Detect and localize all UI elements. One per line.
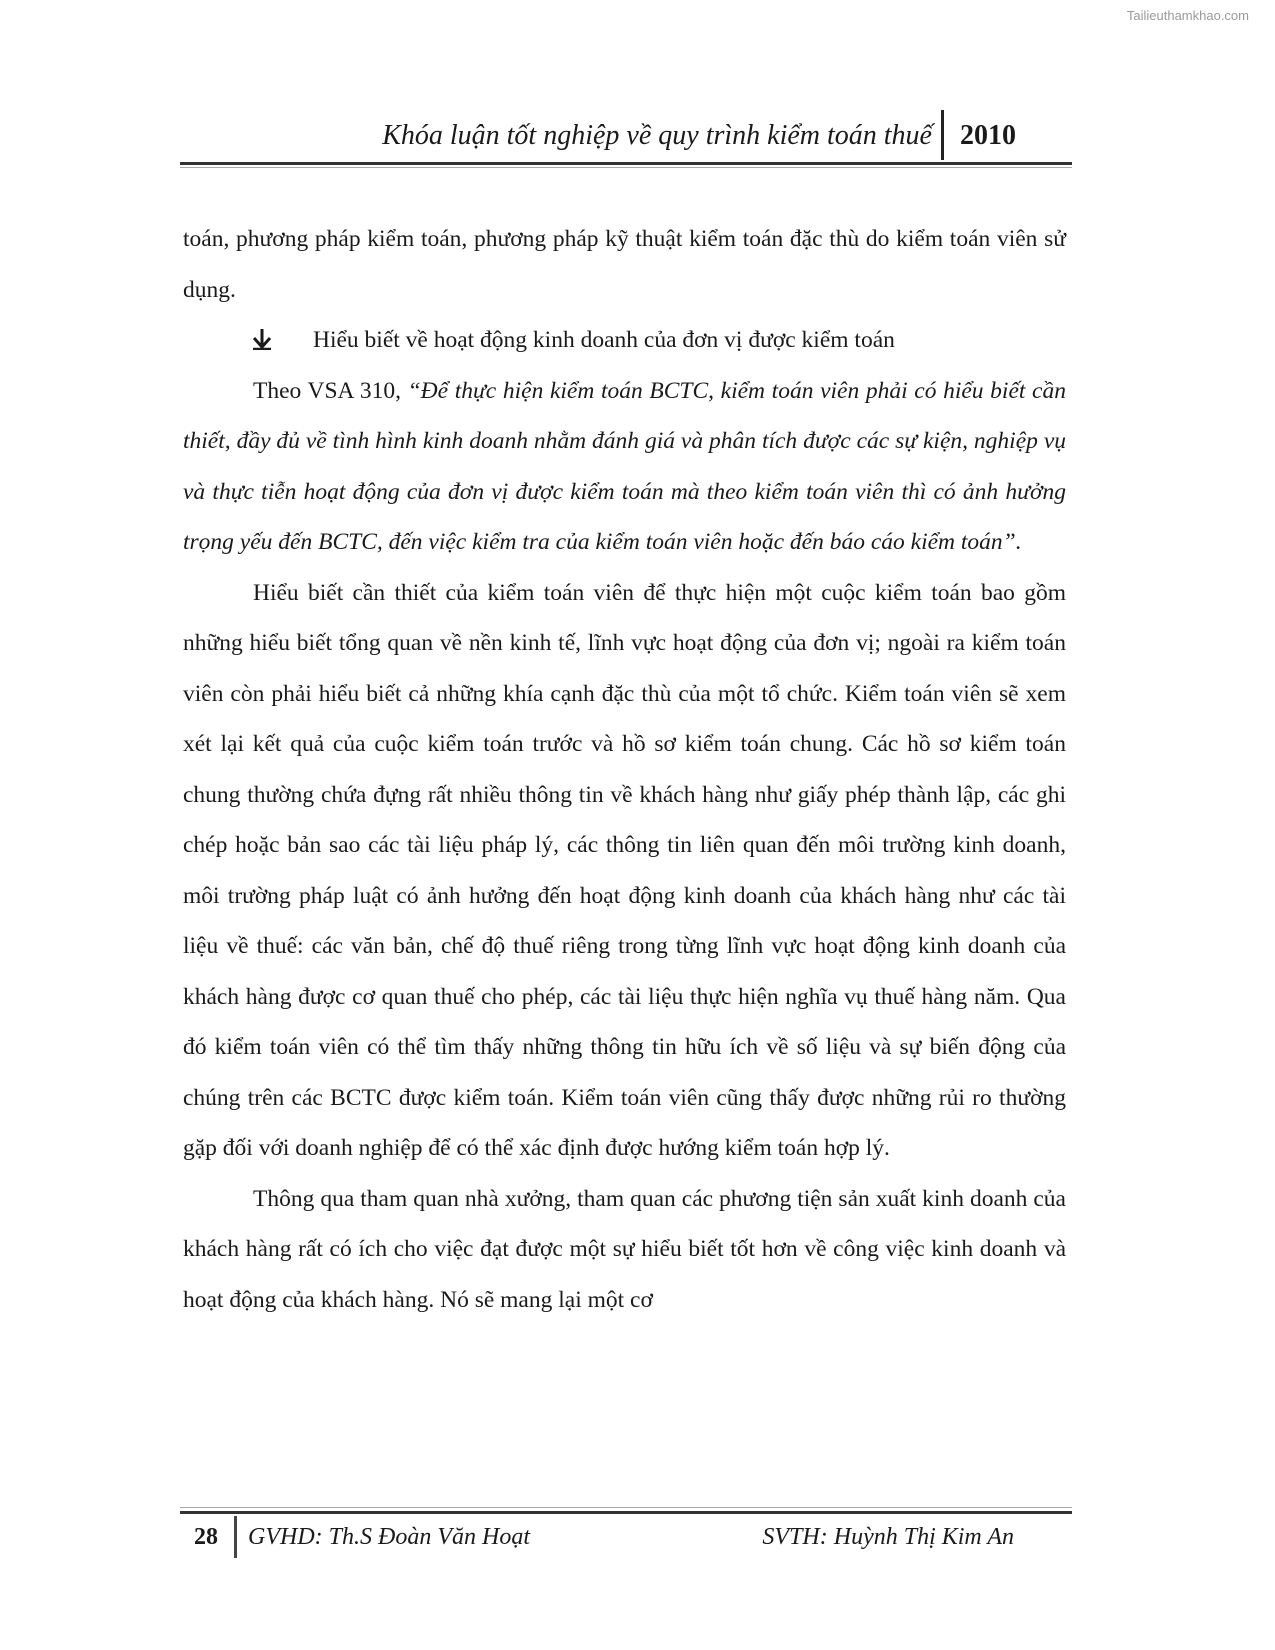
- vsa-prefix: Theo VSA 310,: [253, 377, 408, 404]
- footer-rule: [180, 1511, 1072, 1514]
- bullet-heading: [183, 315, 1066, 366]
- header-year: 2010: [960, 120, 1016, 151]
- footer-divider: [234, 1516, 237, 1558]
- vsa-quote: “Để thực hiện kiểm toán BCTC, kiểm toán viên phải có hiểu biết cần thiết, đầy đủ về tình hình kinh doanh nhằm đánh giá và phân tích được các sự kiện, nghiệp vụ và thực tiễn hoạt động của đơn vị được kiểm toán mà theo kiểm toán viên thì có ảnh hưởng trọng yếu đến BCTC, đến việc kiểm tra của kiểm toán viên hoặc đến báo cáo kiểm toán”.: [183, 377, 1066, 555]
- page-number: 28: [194, 1524, 218, 1550]
- footer-rule-thin: [180, 1507, 1072, 1508]
- footer-advisor: GVHD: Th.S Đoàn Văn Hoạt: [248, 1524, 530, 1550]
- footer-student: SVTH: Huỳnh Thị Kim An: [762, 1524, 1014, 1550]
- header-title: Khóa luận tốt nghiệp về quy trình kiểm toán thuế: [382, 120, 932, 151]
- page-header: [180, 118, 1072, 164]
- bullet-heading-text: Hiểu biết về hoạt động kinh doanh của đơn vị được kiểm toán: [313, 327, 895, 353]
- paragraph-understanding: Hiểu biết cần thiết của kiểm toán viên để thực hiện một cuộc kiểm toán bao gồm những hiểu biết tổng quan về nền kinh tế, lĩnh vực hoạt động của đơn vị; ngoài ra kiểm toán viên còn phải hiểu biết cả những khía cạnh đặc thù của một tổ chức. Kiểm toán viên sẽ xem xét lại kết quả của cuộc kiểm toán trước và hồ sơ kiểm toán chung. Các hồ sơ kiểm toán chung thường chứa đựng rất nhiều thông tin về khách hàng như giấy phép thành lập, các ghi chép hoặc bản sao các tài liệu pháp lý, các thông tin liên quan đến môi trường kinh doanh, môi trường pháp luật có ảnh hưởng đến hoạt động kinh doanh của khách hàng như các tài liệu về thuế: các văn bản, chế độ thuế riêng trong từng lĩnh vực hoạt động kinh doanh của khách hàng được cơ quan thuế cho phép, các tài liệu thực hiện nghĩa vụ thuế hàng năm. Qua đó kiểm toán viên có thể tìm thấy những thông tin hữu ích về số liệu và sự biến động của chúng trên các BCTC được kiểm toán. Kiểm toán viên cũng thấy được những rủi ro thường gặp đối với doanh nghiệp để có thể xác định được hướng kiểm toán hợp lý.: [183, 579, 1066, 1161]
- header-rule-thin: [180, 167, 1072, 168]
- paragraph-vsa-310: [183, 366, 1066, 568]
- paragraph-site-visit: Thông qua tham quan nhà xưởng, tham quan các phương tiện sản xuất kinh doanh của khách hàng rất có ích cho việc đạt được một sự hiểu biết tốt hơn về công việc kinh doanh và hoạt động của khách hàng. Nó sẽ mang lại một cơ: [183, 1185, 1066, 1313]
- header-rule: [180, 162, 1072, 165]
- watermark: Tailieuthamkhao.com: [1126, 8, 1249, 23]
- header-divider: [941, 110, 944, 160]
- document-body: [183, 214, 1066, 1325]
- paragraph-continuation: toán, phương pháp kiểm toán, phương pháp kỹ thuật kiểm toán đặc thù do kiểm toán viên sử dụng.: [183, 226, 1066, 303]
- page-footer: [180, 1522, 1072, 1562]
- down-arrow-bullet-icon: [251, 328, 273, 350]
